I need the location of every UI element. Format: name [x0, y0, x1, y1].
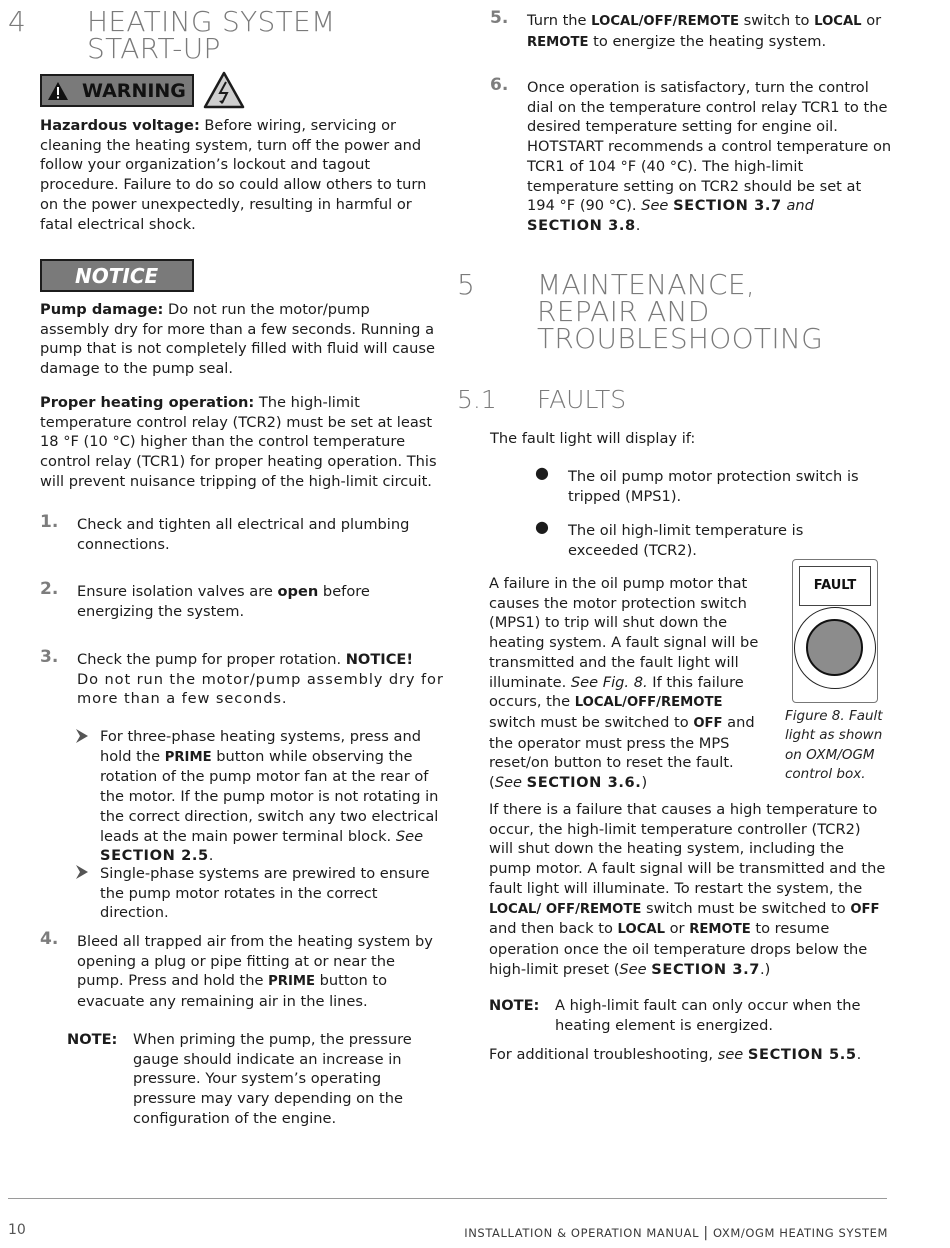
fault-condition-1: The oil pump motor protection switch is tripped (MPS1).	[568, 468, 859, 505]
subsection-number: 5.1	[457, 385, 497, 414]
note-label: NOTE:	[489, 997, 540, 1014]
fault-light-panel	[792, 559, 878, 703]
step-6-text: Once operation is satisfactory, turn the control dial on the temperature control relay TCR1 to the desired temperature setting for engine oil. HOTSTART recommends a control temperature on TCR1 of 104 °F (40 °C). The high-limit temperature setting on TCR2 should be set at 194 °F (90 °C). See SECTION 3.7 and SECTION 3.8.	[527, 79, 892, 234]
step-2-text: Ensure isolation valves are open before energizing the system.	[77, 583, 370, 620]
step-1-text: Check and tighten all electrical and plumbing connections.	[77, 516, 410, 553]
notice-label: NOTICE	[75, 264, 159, 288]
bullet-dot: ●	[535, 463, 549, 482]
proper-heating-notice: Proper heating operation: The high-limit temperature control relay (TCR2) must be set at least 18 °F (10 °C) higher than the control temperature control relay (TCR1) for proper heating operation. This will prevent nuisance tripping of the high-limit circuit.	[40, 394, 437, 490]
step-4-text: Bleed all trapped air from the heating system by opening a plug or pipe fitting at or near the pump. Press and hold the PRIME button to evacuate any remaining air in the lines.	[77, 933, 433, 1011]
closing-sentence: For additional troubleshooting, see SECTION 5.5.	[489, 1046, 862, 1063]
pump-damage-notice: Pump damage: Do not run the motor/pump assembly dry for more than a few seconds. Running a pump that is not completely filled with fluid will cause damage to the pump seal.	[40, 301, 435, 378]
footer-divider	[8, 1198, 887, 1199]
step-number: 4.	[40, 929, 59, 949]
note-text: A high-limit fault can only occur when the heating element is energized.	[555, 997, 861, 1034]
note-text: When priming the pump, the pressure gauge should indicate an increase in pressure. Your system’s operating pressure may vary depending on the configuration of the engine.	[133, 1031, 412, 1127]
notice-label-box	[40, 259, 194, 292]
page-number: 10	[8, 1222, 26, 1238]
step-number: 5.	[490, 8, 509, 28]
step-number: 6.	[490, 75, 509, 95]
faults-intro: The fault light will display if:	[490, 430, 696, 447]
warning-triangle-icon	[47, 81, 69, 101]
bullet-dot: ●	[535, 517, 549, 536]
step-number: 2.	[40, 579, 59, 599]
fault-label: FAULT	[799, 566, 871, 606]
section-number: 5	[457, 268, 475, 301]
single-phase-instruction: Single-phase systems are prewired to ensure the pump motor rotates in the correct direction.	[100, 865, 430, 922]
fault-condition-2: The oil high-limit temperature is exceeded (TCR2).	[568, 522, 804, 559]
three-phase-instruction: For three-phase heating systems, press and hold the PRIME button while observing the rotation of the pump motor fan at the rear of the motor. If the pump motor is not rotating in the correct direction, switch any two electrical leads at the main power terminal block. See SECTION 2.5.	[100, 728, 439, 865]
figure-caption: Figure 8. Fault light as shown on OXM/OGM control box.	[785, 708, 883, 782]
fault-paragraph-1: A failure in the oil pump motor that causes the motor protection switch (MPS1) to trip will shut down the heating system. A fault signal will be transmitted and the fault light will illuminate. See Fig. 8. If this failure occurs, the LOCAL/OFF/REMOTE switch must be switched to OFF and the operator must press the MPS reset/on button to reset the fault. (See SECTION 3.6.)	[489, 575, 759, 792]
step-number: 3.	[40, 647, 59, 667]
subsection-title: FAULTS	[537, 385, 627, 414]
warning-label-box	[40, 74, 194, 107]
chevron-right-icon	[76, 865, 88, 879]
warning-label: WARNING	[82, 80, 186, 102]
section-title: MAINTENANCE, REPAIR AND TROUBLESHOOTING	[537, 268, 824, 355]
step-5-text: Turn the LOCAL/OFF/REMOTE switch to LOCAL or REMOTE to energize the heating system.	[527, 12, 882, 50]
fault-paragraph-2: If there is a failure that causes a high temperature to occur, the high-limit temperature controller (TCR2) will shut down the heating system, including the pump motor. A fault signal will be transmitted and the fault light will illuminate. To restart the system, the LOCAL/ OFF/REMOTE switch must be switched to OFF and then back to LOCAL or REMOTE to resume operation once the oil temperature drops below the high-limit preset (See SECTION 3.7.)	[489, 801, 886, 978]
hazardous-voltage-warning: Hazardous voltage: Before wiring, servicing or cleaning the heating system, turn off the power and follow your organization’s lockout and tagout procedure. Failure to do so could allow others to turn on the power unexpectedly, resulting in harmful or fatal electrical shock.	[40, 117, 427, 233]
note-label: NOTE:	[67, 1031, 118, 1048]
fault-light-bezel	[794, 607, 876, 689]
section-number: 4	[8, 5, 26, 38]
step-number: 1.	[40, 512, 59, 532]
electrical-hazard-icon	[203, 71, 245, 109]
section-title: HEATING SYSTEM START-UP	[87, 5, 336, 65]
manual-footer: INSTALLATION & OPERATION MANUAL | OXM/OGM HEATING SYSTEM	[464, 1225, 888, 1241]
fault-light-lamp	[806, 619, 863, 676]
step-3-text: Check the pump for proper rotation. NOTICE! Do not run the motor/pump assembly dry for more than a few seconds.	[77, 651, 444, 708]
chevron-right-icon	[76, 729, 88, 743]
